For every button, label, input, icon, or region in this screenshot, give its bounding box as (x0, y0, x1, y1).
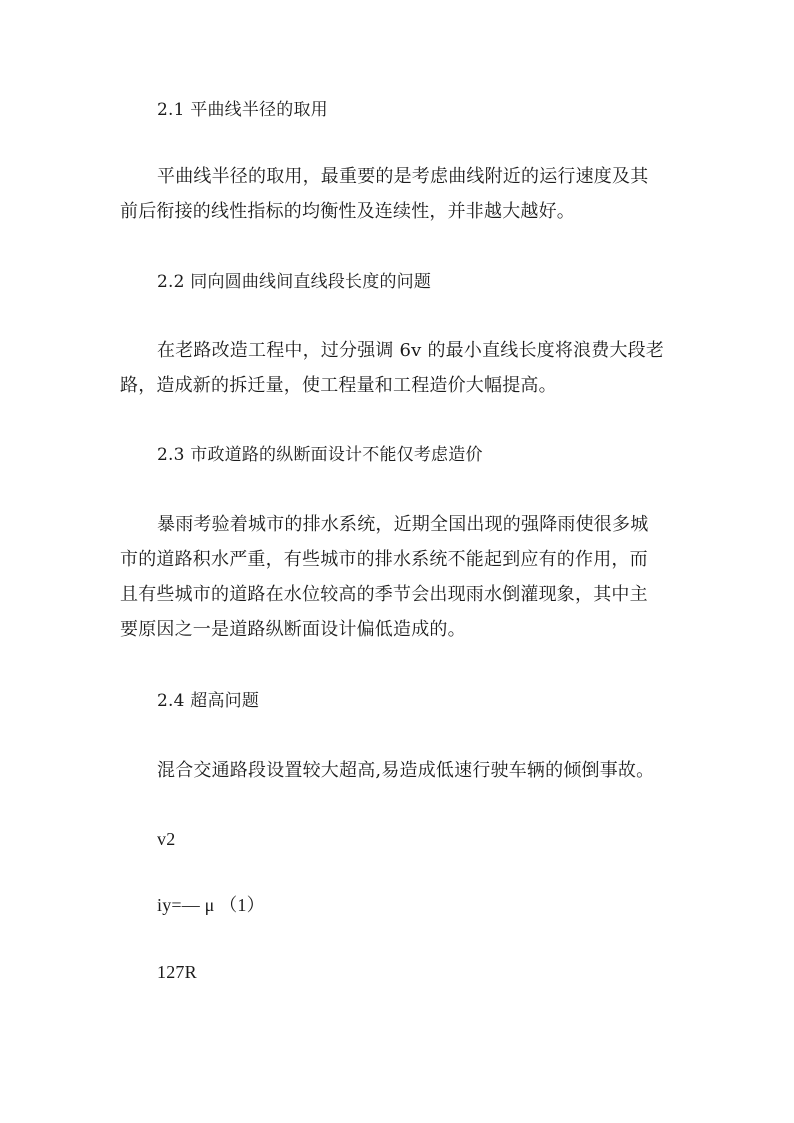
paragraph-line: 在老路改造工程中，过分强调 6v 的最小直线长度将浪费大段老 (157, 340, 665, 361)
formula-equation: iy=— μ （1） (157, 895, 265, 915)
formula-numerator: v2 (157, 829, 176, 849)
paragraph-line: 前后衔接的线性指标的均衡性及连续性，并非越大越好。 (120, 201, 575, 222)
section-heading-2-3: 2.3 市政道路的纵断面设计不能仅考虑造价 (157, 445, 483, 465)
formula-denominator: 127R (157, 962, 197, 982)
section-heading-2-4: 2.4 超高问题 (157, 691, 260, 711)
paragraph-line: 且有些城市的道路在水位较高的季节会出现雨水倒灌现象，其中主 (120, 584, 648, 605)
paragraph-line: 混合交通路段设置较大超高,易造成低速行驶车辆的倾倒事故。 (157, 760, 655, 781)
section-heading-2-1: 2.1 平曲线半径的取用 (157, 100, 328, 120)
section-heading-2-2: 2.2 同向圆曲线间直线段长度的问题 (157, 272, 432, 292)
paragraph-line: 路，造成新的拆迁量，使工程量和工程造价大幅提高。 (120, 375, 557, 396)
paragraph-line: 要原因之一是道路纵断面设计偏低造成的。 (120, 619, 466, 640)
paragraph-line: 暴雨考验着城市的排水系统，近期全国出现的强降雨使很多城 (157, 514, 649, 535)
paragraph-line: 平曲线半径的取用，最重要的是考虑曲线附近的运行速度及其 (157, 166, 649, 187)
paragraph-line: 市的道路积水严重，有些城市的排水系统不能起到应有的作用，而 (120, 549, 648, 570)
